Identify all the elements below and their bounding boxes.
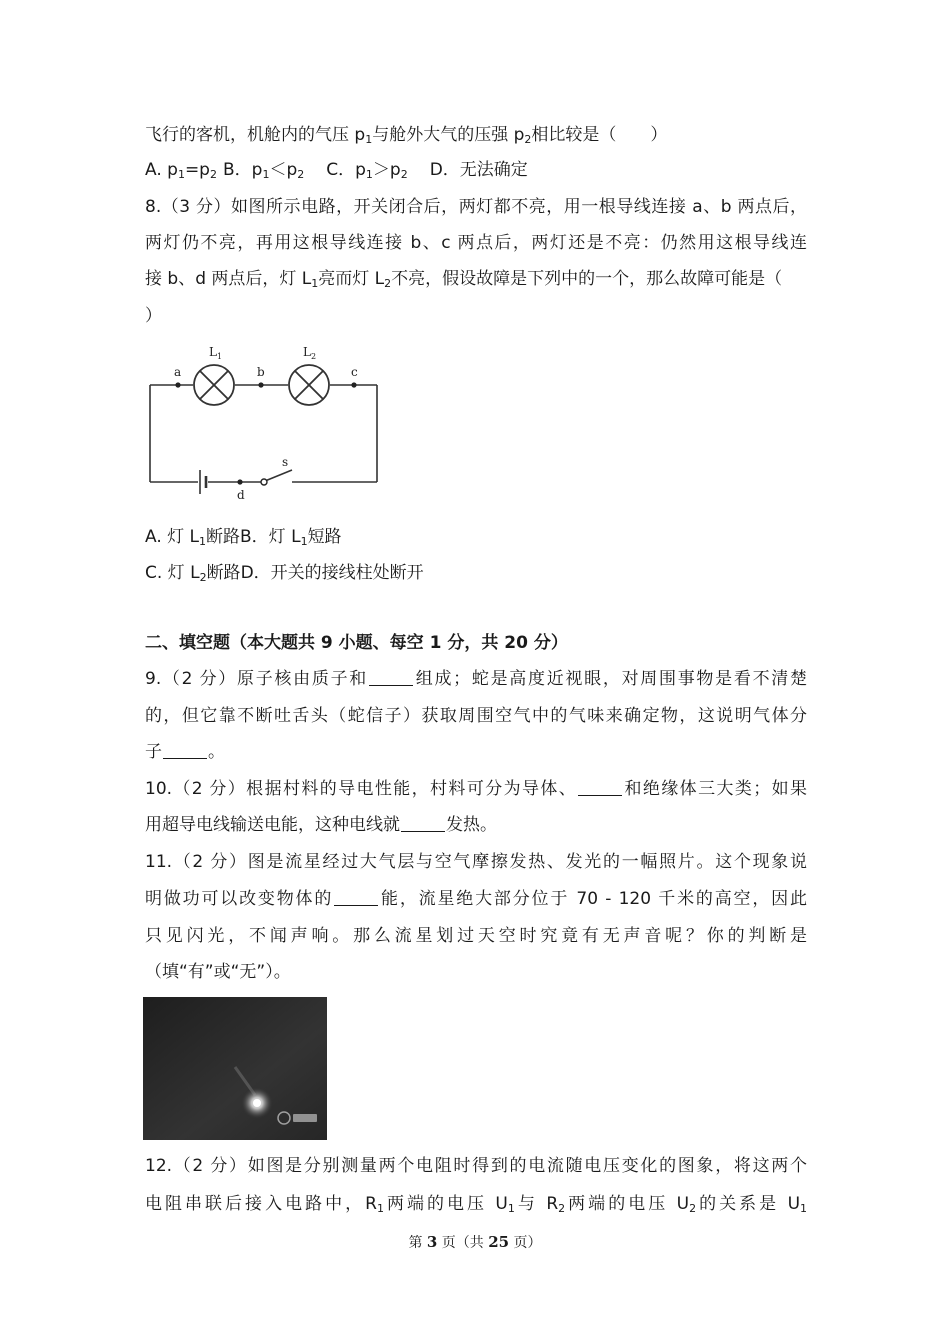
q9-line1: 9.（2 分）原子核由质子和 组成；蛇是高度近视眼，对周围事物是看不清楚 bbox=[145, 669, 807, 689]
q11-line2: 明做功可以改变物体的 能，流星绝大部分位于 70 - 120 千米的高空，因此 bbox=[145, 889, 807, 909]
q11-blank-1[interactable] bbox=[334, 889, 378, 906]
circuit-diagram bbox=[140, 340, 390, 500]
node-a bbox=[175, 382, 180, 387]
q8-options-cd bbox=[145, 562, 424, 584]
q8-option-d: D．开关的接线柱处断开 bbox=[240, 563, 424, 583]
label-b: b bbox=[257, 365, 265, 379]
label-d: d bbox=[237, 488, 245, 500]
lamp-l1-icon bbox=[194, 365, 234, 405]
label-a: a bbox=[174, 365, 182, 379]
q8-line2: 两灯仍不亮，再用这根导线连接 b、c 两点后，两灯还是不亮：仍然用这根导线连 bbox=[145, 233, 807, 253]
q7-options bbox=[145, 159, 528, 181]
q7-option-d: D．无法确定 bbox=[429, 160, 528, 180]
q8-option-b: B．灯 $L_1$短路 bbox=[240, 527, 342, 548]
q8-option-a: A. 灯 $L_1$断路 bbox=[145, 527, 241, 548]
q8-option-c: C. 灯 $L_2$断路 bbox=[145, 563, 241, 584]
q7-option-b: B．$p_1<p_2$ bbox=[222, 160, 305, 181]
q7-option-c: C．$p_1>p_2$ bbox=[326, 160, 408, 181]
lamp-l2-icon bbox=[289, 365, 329, 405]
q7-option-a: A. $p_1=p_2$ bbox=[145, 160, 217, 181]
q8-line3: 接 b、d 两点后，灯 $L_1$亮而灯 $L_2$不亮，假设故障是下列中的一个，那么故障可能是（ bbox=[145, 269, 783, 290]
page-number: 3 bbox=[426, 1233, 438, 1251]
q9-blank-2[interactable] bbox=[163, 742, 207, 759]
node-b bbox=[258, 382, 263, 387]
q9-line3: 子 。 bbox=[145, 742, 225, 762]
switch-contact bbox=[261, 479, 267, 485]
q12-line1: 12.（2 分）如图是分别测量两个电阻时得到的电流随电压变化的图象，将这两个 bbox=[145, 1156, 807, 1176]
q10-blank-2[interactable] bbox=[401, 815, 445, 832]
q10-line1: 10.（2 分）根据村料的导电性能，村料可分为导体、 和绝缘体三大类；如果 bbox=[145, 779, 807, 799]
page-footer: 第 3 页（共 25 页） bbox=[408, 1233, 542, 1251]
q10-line2: 用超导电线输送电能，这种电线就 发热。 bbox=[145, 815, 497, 835]
section-2-heading: 二、填空题（本大题共 9 小题、每空 1 分，共 20 分） bbox=[145, 633, 568, 653]
label-s: s bbox=[282, 455, 289, 469]
total-pages: 25 bbox=[488, 1233, 510, 1251]
node-c bbox=[351, 382, 356, 387]
node-d bbox=[237, 479, 242, 484]
q12-line2: 电阻串联后接入电路中，$R_1$两端的电压 $U_1$与 $R_2$两端的电压 $U_2$的关系是 $U_1$ bbox=[145, 1194, 808, 1215]
q9-line2: 的，但它靠不断吐舌头（蛇信子）获取周围空气中的气味来确定物，这说明气体分 bbox=[145, 706, 807, 726]
q7-line1: 飞行的客机，机舱内的气压 $p_1$与舱外大气的压强 $p_2$相比较是（ ） bbox=[145, 125, 668, 146]
q10-blank-1[interactable] bbox=[578, 779, 622, 796]
label-l1: $L_1$ bbox=[209, 345, 223, 361]
q11-line1: 11.（2 分）图是流星经过大气层与空气摩擦发热、发光的一幅照片。这个现象说 bbox=[145, 852, 807, 872]
q11-line3: 只见闪光，不闻声响。那么流星划过天空时究竟有无声音呢？你的判断是 bbox=[145, 926, 807, 946]
label-c: c bbox=[351, 365, 358, 379]
label-l2: $L_2$ bbox=[303, 345, 317, 361]
q11-line4: （填“有”或“无”）。 bbox=[145, 962, 291, 982]
q8-line4: ） bbox=[145, 306, 162, 326]
q9-blank-1[interactable] bbox=[369, 669, 413, 686]
meteor-photo bbox=[143, 997, 327, 1140]
q8-line1: 8.（3 分）如图所示电路，开关闭合后，两灯都不亮，用一根导线连接 a、b 两点后， bbox=[145, 197, 807, 217]
q8-options-ab bbox=[145, 526, 342, 548]
